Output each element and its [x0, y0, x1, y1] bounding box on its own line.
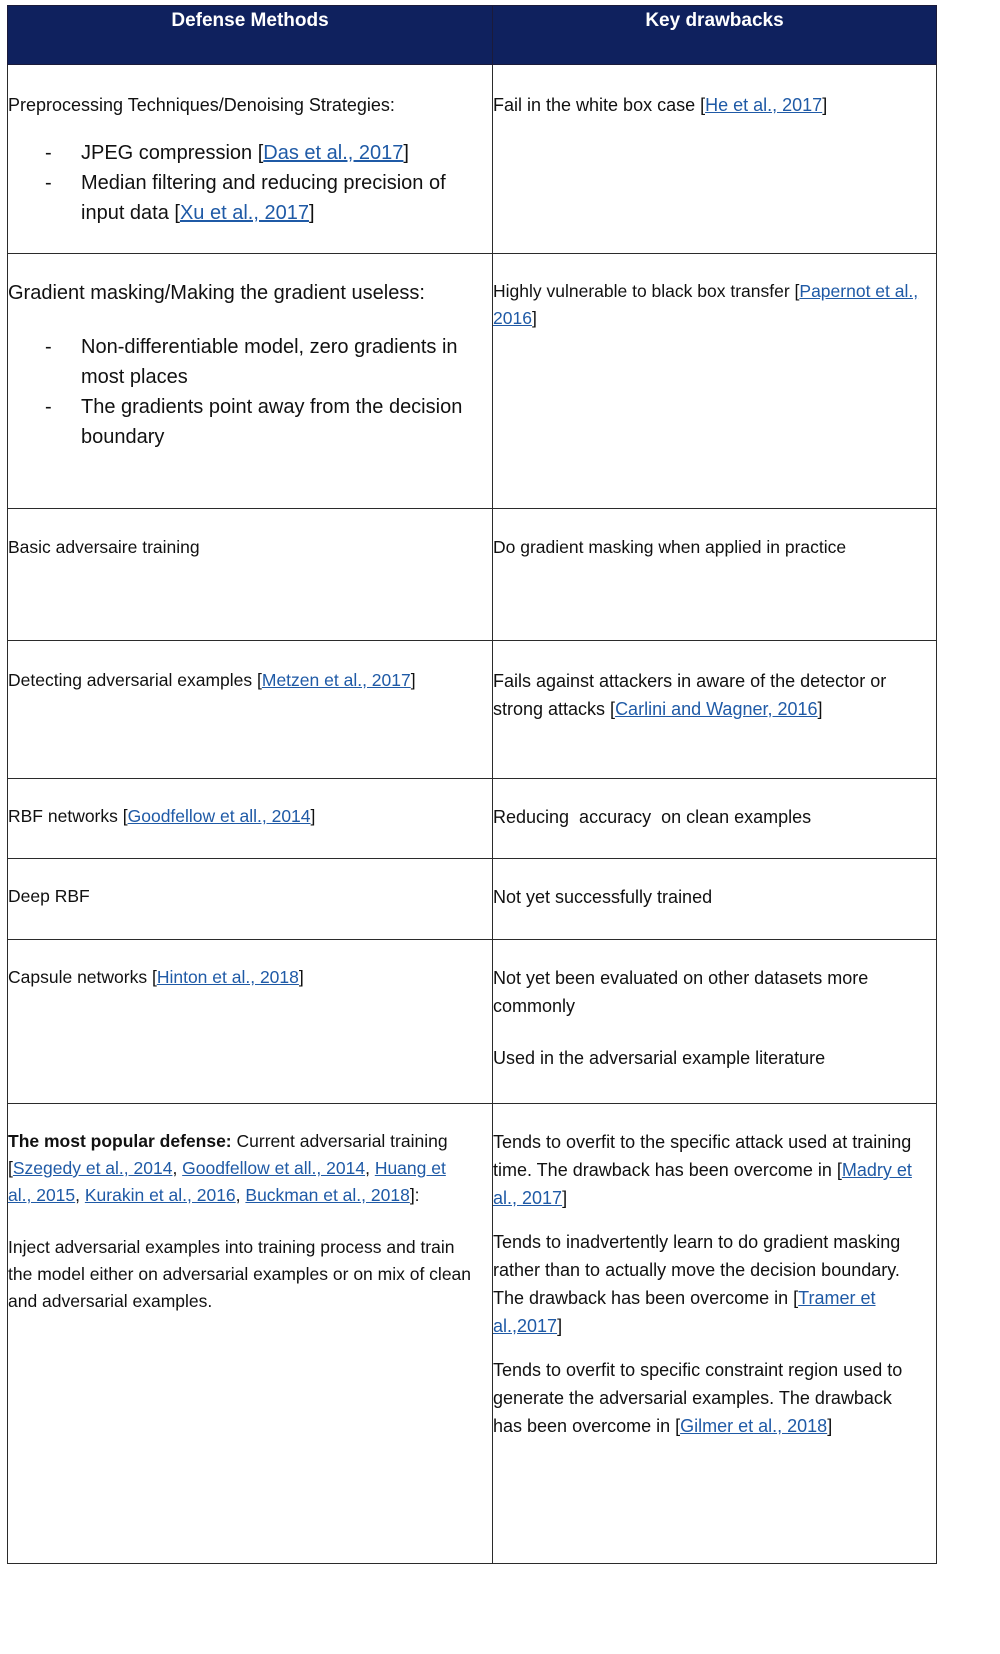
table-row: [8, 509, 937, 641]
method-bullets: [8, 332, 492, 452]
citation-link[interactable]: Goodfellow et all., 2014: [127, 806, 311, 826]
citation-link[interactable]: Das et al., 2017: [263, 142, 404, 164]
method-cell: [8, 509, 493, 641]
table-row: [8, 940, 937, 1104]
header-defense-methods: Defense Methods: [8, 6, 493, 65]
drawback-cell: [493, 1104, 937, 1564]
method-body: RBF networks [: [8, 806, 128, 826]
citation-link[interactable]: Madry et al., 2017: [493, 1160, 912, 1208]
bracket: ]: [308, 202, 315, 224]
method-cell: [8, 859, 493, 940]
citation-link[interactable]: Goodfellow et all., 2014: [182, 1158, 366, 1178]
citation-link[interactable]: Buckman et al., 2018: [245, 1185, 410, 1205]
method-text: Deep RBF: [8, 886, 90, 906]
table-row: [8, 859, 937, 940]
method-title: Preprocessing Techniques/Denoising Strategies:: [8, 95, 395, 115]
citation-link[interactable]: He et al., 2017: [705, 95, 823, 115]
dash-icon: -: [45, 172, 52, 194]
table-row: [8, 779, 937, 859]
drawback-text: Not yet been evaluated on other datasets more commonly: [493, 968, 869, 1016]
drawback-body: Tends to overfit to the specific attack used at training time. The drawback has been overcome in [: [493, 1132, 912, 1180]
method-cell: [8, 940, 493, 1104]
defense-methods-table: [7, 5, 937, 1564]
drawback-body: Highly vulnerable to black box transfer [: [493, 281, 800, 301]
separator: ,: [172, 1158, 183, 1178]
drawback-cell: [493, 254, 937, 509]
method-text: [8, 803, 492, 830]
drawback-cell: [493, 940, 937, 1104]
drawback-cell: [493, 509, 937, 641]
method-body: Capsule networks [: [8, 967, 157, 987]
citation-link[interactable]: Xu et al., 2017: [179, 202, 309, 224]
bullet-text: JPEG compression [: [81, 142, 264, 164]
drawback-body: Fails against attackers in aware of the detector or strong attacks [: [493, 671, 887, 719]
citation-link[interactable]: Papernot et al., 2016: [493, 281, 919, 328]
drawback-body: Fail in the white box case [: [493, 95, 706, 115]
bracket: ]: [822, 95, 828, 115]
method-title: Gradient masking/Making the gradient useless:: [8, 282, 425, 304]
drawback-cell: [493, 641, 937, 779]
method-cell: [8, 779, 493, 859]
bullet-item: [45, 332, 492, 392]
method-body: Detecting adversarial examples [: [8, 670, 262, 690]
drawback-cell: [493, 779, 937, 859]
method-bullets: [8, 138, 492, 228]
bracket: ]: [557, 1316, 563, 1336]
method-cell: [8, 1104, 493, 1564]
bracket: ]: [298, 967, 304, 987]
drawback-body: Tends to overfit to specific constraint region used to generate the adversarial examples. The drawback has been overcome in [: [493, 1360, 903, 1436]
dash-icon: -: [45, 396, 52, 418]
method-body: Current adversarial training [: [8, 1131, 448, 1178]
table-row: [8, 254, 937, 509]
drawback-text: [493, 1128, 936, 1212]
dash-icon: -: [45, 336, 52, 358]
drawback-cell: [493, 65, 937, 254]
bracket: ]: [562, 1188, 568, 1208]
bracket: ]: [817, 699, 823, 719]
bullet-item: [45, 392, 492, 452]
table-row: [8, 641, 937, 779]
separator: ,: [365, 1158, 375, 1178]
bracket: ]: [827, 1416, 833, 1436]
separator: ,: [75, 1185, 85, 1205]
separator: ,: [235, 1185, 246, 1205]
bullet-item: [45, 168, 492, 228]
citation-link[interactable]: Carlini and Wagner, 2016: [615, 699, 818, 719]
bracket: ]: [403, 142, 409, 164]
method-text: [8, 1128, 492, 1209]
table-row: [8, 65, 937, 254]
header-key-drawbacks: Key drawbacks: [493, 6, 937, 65]
citation-link[interactable]: Kurakin et al., 2016: [84, 1185, 236, 1205]
method-bold-label: The most popular defense:: [8, 1131, 232, 1151]
drawback-text: [493, 667, 936, 723]
drawback-text: Not yet successfully trained: [493, 887, 713, 907]
citation-link[interactable]: Gilmer et al., 2018: [680, 1416, 828, 1436]
bracket: ]: [310, 806, 316, 826]
bullet-text: Non-differentiable model, zero gradients in most places: [81, 336, 458, 388]
bracket: ]: [410, 670, 416, 690]
citation-link[interactable]: Metzen et al., 2017: [261, 670, 411, 690]
drawback-text: [493, 1228, 936, 1340]
drawback-text: Reducing accuracy on clean examples: [493, 807, 812, 827]
drawback-text: Do gradient masking when applied in practice: [493, 537, 847, 557]
method-cell: [8, 641, 493, 779]
dash-icon: -: [45, 142, 52, 164]
drawback-text: [493, 1356, 936, 1440]
method-description: Inject adversarial examples into training process and train the model either on adversarial examples or on mix of clean and adversarial examples.: [8, 1237, 472, 1311]
method-text: [8, 667, 492, 694]
bullet-text: The gradients point away from the decision boundary: [81, 396, 463, 448]
method-cell: [8, 254, 493, 509]
bullet-item: [45, 138, 492, 168]
drawback-text: Used in the adversarial example literature: [493, 1048, 826, 1068]
drawback-text: [493, 91, 936, 119]
drawback-body: Tends to inadvertently learn to do gradient masking rather than to actually move the decision boundary. The drawback has been overcome in [: [493, 1232, 901, 1308]
method-text: Basic adversaire training: [8, 537, 200, 557]
bullet-text: Median filtering and reducing precision of input data [: [81, 172, 446, 224]
method-text: [8, 964, 492, 991]
bracket: ]: [531, 308, 537, 328]
citation-link[interactable]: Huang et al., 2015: [8, 1158, 446, 1205]
table-row: [8, 1104, 937, 1564]
method-cell: [8, 65, 493, 254]
drawback-cell: [493, 859, 937, 940]
citation-link[interactable]: Tramer et al.,2017: [493, 1288, 876, 1336]
table-header-row: [8, 6, 937, 65]
citation-link[interactable]: Hinton et al., 2018: [156, 967, 299, 987]
bracket: ]:: [409, 1185, 420, 1205]
drawback-text: [493, 278, 936, 332]
citation-link[interactable]: Szegedy et al., 2014: [12, 1158, 173, 1178]
